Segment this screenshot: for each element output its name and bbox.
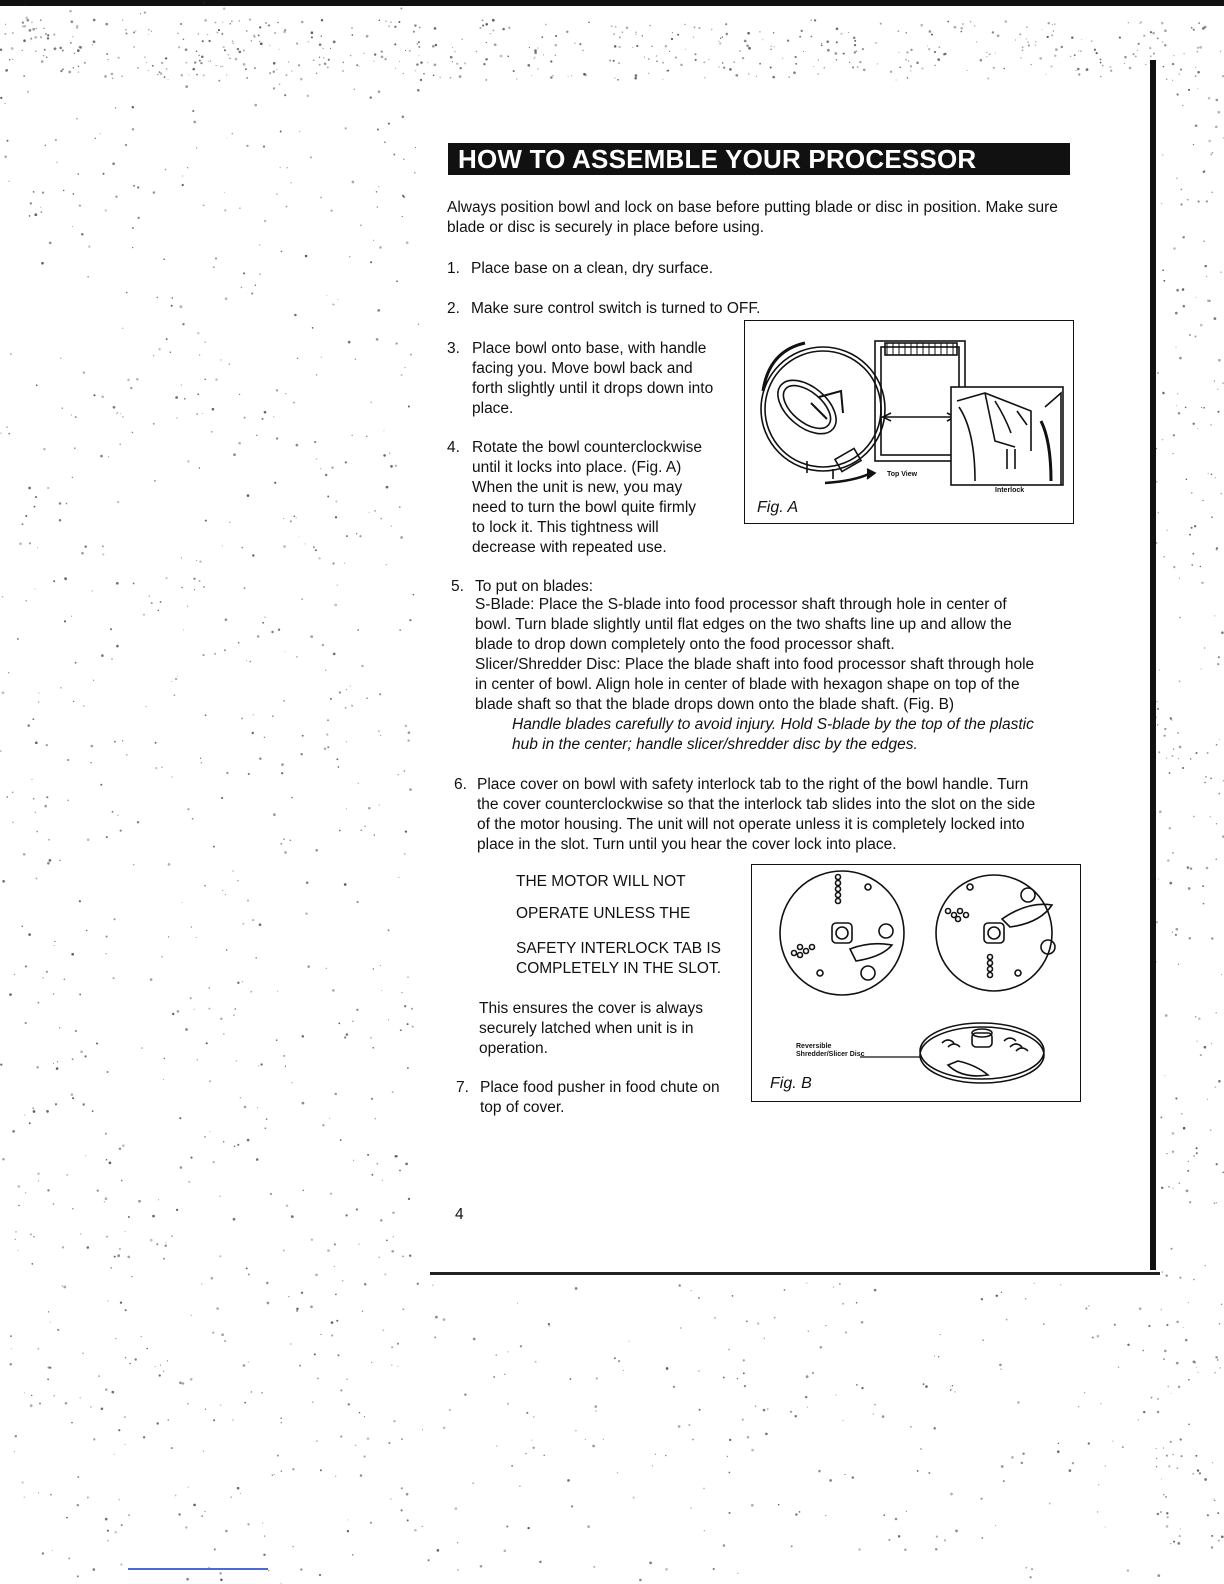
step-5-number: 5. bbox=[451, 578, 464, 595]
figure-b-caption: Fig. B bbox=[770, 1075, 812, 1092]
step-7-line: Place food pusher in food chute on bbox=[480, 1079, 720, 1096]
step-2-number: 2. bbox=[447, 300, 460, 317]
page-number: 4 bbox=[455, 1206, 464, 1223]
top-view-label: Top View bbox=[887, 471, 918, 478]
step-6-line: Place cover on bowl with safety interlock tab to the right of the bowl handle. Turn bbox=[477, 776, 1029, 793]
bottom-border bbox=[430, 1272, 1160, 1275]
step-5-line: Slicer/Shredder Disc: Place the blade shaft into food processor shaft through hole bbox=[475, 656, 1035, 673]
figure-b bbox=[751, 864, 1081, 1102]
step-5-line: blade shaft so that the blade drops down onto the blade shaft. (Fig. B) bbox=[475, 696, 955, 713]
step-5-line: bowl. Turn blade slightly until flat edges on the two shafts line up and allow the bbox=[475, 616, 1012, 633]
interlock-label: Interlock bbox=[995, 487, 1025, 494]
step-4-line: need to turn the bowl quite firmly bbox=[472, 499, 697, 516]
step-2-text: Make sure control switch is turned to OFF. bbox=[471, 300, 761, 317]
step-7-number: 7. bbox=[456, 1079, 469, 1096]
warning-line: SAFETY INTERLOCK TAB IS bbox=[516, 940, 721, 957]
step-1-number: 1. bbox=[447, 260, 460, 277]
step-4-number: 4. bbox=[447, 439, 460, 456]
step-6-line: the cover counterclockwise so that the interlock tab slides into the slot on the side bbox=[477, 796, 1036, 813]
figure-a bbox=[744, 320, 1074, 524]
step-6-number: 6. bbox=[454, 776, 467, 793]
step-5-line: blade to drop down completely onto the food processor shaft. bbox=[475, 636, 895, 653]
warning-line: OPERATE UNLESS THE bbox=[516, 905, 691, 922]
step-3-line: Place bowl onto base, with handle bbox=[472, 340, 707, 357]
step-5-line: To put on blades: bbox=[475, 578, 594, 595]
disc-illustration bbox=[752, 865, 1080, 1101]
step-6-line: place in the slot. Turn until you hear the cover lock into place. bbox=[477, 836, 897, 853]
step-5-line: in center of bowl. Align hole in center of blade with hexagon shape on top of the bbox=[475, 676, 1020, 693]
step-4-line: until it locks into place. (Fig. A) bbox=[472, 459, 682, 476]
caution-line: Handle blades carefully to avoid injury. Hold S-blade by the top of the plastic bbox=[512, 716, 1034, 733]
step-6-line: of the motor housing. The unit will not operate unless it is completely locked into bbox=[477, 816, 1025, 833]
page-title: HOW TO ASSEMBLE YOUR PROCESSOR bbox=[448, 143, 1070, 175]
step-4-line: decrease with repeated use. bbox=[472, 539, 667, 556]
figure-a-caption: Fig. A bbox=[757, 499, 799, 516]
warning-line: THE MOTOR WILL NOT bbox=[516, 873, 686, 890]
step-5-line: S-Blade: Place the S-blade into food processor shaft through hole in center of bbox=[475, 596, 1007, 613]
step-1-text: Place base on a clean, dry surface. bbox=[471, 260, 714, 277]
ensures-line: operation. bbox=[479, 1040, 548, 1057]
step-4-line: When the unit is new, you may bbox=[472, 479, 683, 496]
step-3-number: 3. bbox=[447, 340, 460, 357]
intro-paragraph: Always position bowl and lock on base before putting blade or disc in position. Make sure blade or disc is securely in place before using. bbox=[447, 199, 1058, 236]
disc-label-reversible: Reversible bbox=[796, 1043, 832, 1050]
step-4-line: Rotate the bowl counterclockwise bbox=[472, 439, 703, 456]
step-4-line: to lock it. This tightness will bbox=[472, 519, 659, 536]
step-3-line: facing you. Move bowl back and bbox=[472, 360, 693, 377]
ensures-line: This ensures the cover is always bbox=[479, 1000, 703, 1017]
top-border bbox=[0, 0, 1224, 6]
step-3-line: place. bbox=[472, 400, 514, 417]
ensures-line: securely latched when unit is in bbox=[479, 1020, 694, 1037]
warning-line: COMPLETELY IN THE SLOT. bbox=[516, 960, 722, 977]
caution-line: hub in the center; handle slicer/shredder disc by the edges. bbox=[512, 736, 918, 753]
disc-label-shredder-slicer: Shredder/Slicer Disc bbox=[796, 1051, 865, 1058]
step-7-line: top of cover. bbox=[480, 1099, 565, 1116]
page-edge-shadow bbox=[1150, 60, 1156, 1270]
step-3-line: forth slightly until it drops down into bbox=[472, 380, 714, 397]
footer-line bbox=[128, 1568, 268, 1570]
